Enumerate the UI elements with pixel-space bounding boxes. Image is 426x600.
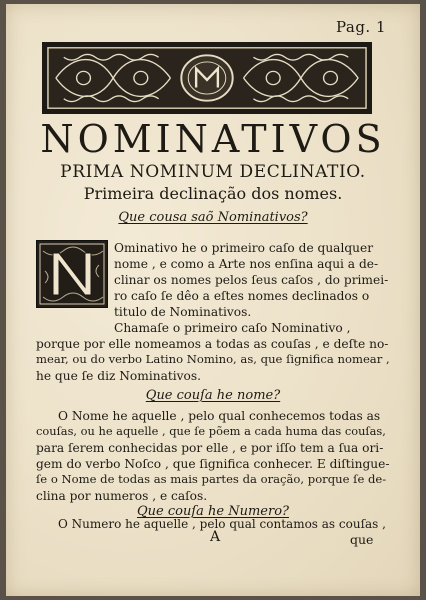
catchword: que <box>350 532 374 547</box>
para3-line-5: ſe o Nome de todas as mais partes da oração, porque ſe de- <box>36 472 387 486</box>
page-number: Pag. 1 <box>335 18 386 36</box>
headpiece-ornament-icon <box>44 44 370 112</box>
para1-line-4: ro caſo ſe dêo a eſtes nomes declinados o <box>114 289 370 303</box>
para1-line-2: nome , e como a Arte nos enſina aqui a de- <box>114 257 379 271</box>
para2-line-3: mear, ou do verbo Latino Nomino, as, que ſignifica nomear , <box>36 352 390 366</box>
question-heading-2: Que couſa he nome? <box>145 388 281 403</box>
para3-line-2: couſas, ou he aquelle , que ſe põem a cada huma das couſas, <box>36 424 386 438</box>
para3-line-4: gem do verbo Noſco , que ſignifica conhecer. E diſtingue- <box>36 457 390 471</box>
page-title: NOMINATIVOS <box>40 117 386 161</box>
para4-line-1: O Numero he aquelle , pelo qual contamos as couſas , <box>58 517 386 531</box>
para2-line-1: Chamaſe o primeiro caſo Nominativo , <box>114 321 351 335</box>
book-page <box>6 4 420 596</box>
para3-line-3: para ſerem conhecidas por elle , e por iſſo tem a ſua ori- <box>36 441 384 455</box>
ornamental-headpiece <box>42 42 372 114</box>
portuguese-subtitle: Primeira declinação dos nomes. <box>83 184 343 203</box>
para1-line-5: titulo de Nominativos. <box>114 305 252 319</box>
latin-subtitle: PRIMA NOMINUM DECLINATIO. <box>60 162 366 182</box>
question-heading-3: Que couſa he Numero? <box>136 504 289 519</box>
para2-line-4: he que ſe diz Nominativos. <box>36 369 201 383</box>
para3-line-1: O Nome he aquelle , pelo qual conhecemos todas as <box>58 409 381 423</box>
para1-line-1: Ominativo he o primeiro caſo de qualquer <box>114 241 374 255</box>
signature-mark: A <box>210 529 221 545</box>
decorated-initial <box>36 240 108 308</box>
para2-line-2: porque por elle nomeamos a todas as couſas , e deſte no- <box>36 337 389 351</box>
question-heading-1: Que cousa saõ Nominativos? <box>118 210 308 225</box>
para3-line-6: clina por numeros , e caſos. <box>36 489 208 503</box>
para1-line-3: clinar os nomes pelos ſeus caſos , do primei- <box>114 273 389 287</box>
initial-N-icon <box>37 241 107 307</box>
